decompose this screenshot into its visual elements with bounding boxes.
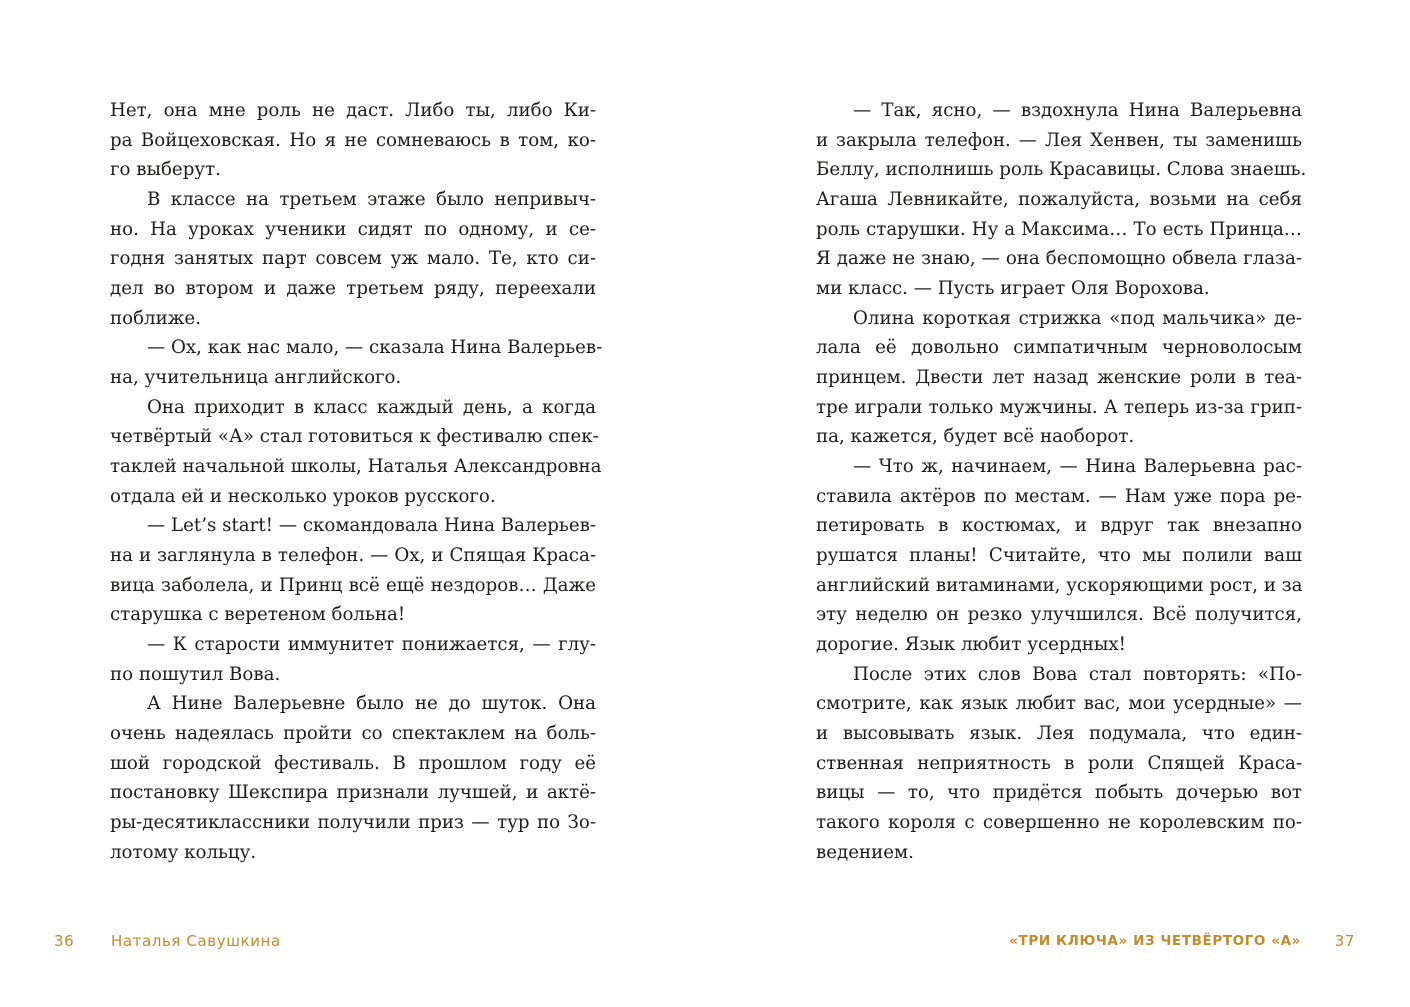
text-line: на и заглянула в телефон. — Ох, и Спящая Краса- [110,545,596,567]
text-line: но. На уроках ученики сидят по одному, и се- [110,218,596,240]
left-page-number: 36 [54,932,75,950]
text-line: — Так, ясно, — вздохнула Нина Валерьевна [853,100,1302,121]
text-line: лотому кольцу. [110,841,257,863]
text-line: Беллу, исполнишь роль Красавицы. Слова знаешь. [816,159,1307,181]
text-line: эту неделю он резко улучшился. Всё получится, [816,604,1302,626]
text-line: — Let’s start! — скомандовала Нина Валерьев- [147,515,596,537]
text-line: — Что ж, начинаем, — Нина Валерьевна рас- [853,456,1302,478]
text-line: шой городской фестиваль. В прошлом году её [110,752,596,774]
paragraph [110,630,596,689]
text-line: роль старушки. Ну а Максима… То есть Принца… [816,218,1302,240]
text-line: и высовывать язык. Лея подумала, что един- [816,723,1302,745]
text-line: — Ох, как нас мало, — сказала Нина Валерьев- [147,337,603,359]
paragraph [816,96,1307,304]
text-line: Она приходит в класс каждый день, а когда [147,396,596,418]
paragraph [110,96,596,185]
text-line: тре играли только мужчины. А теперь из-за грип- [816,396,1302,418]
text-line: па, кажется, будет всё наоборот. [816,426,1135,448]
text-line: ра Войцеховская. Но я не сомневаюсь в том, ко- [110,129,596,151]
text-line: лала её довольно симпатичным черноволосым [816,337,1302,359]
text-line: В классе на третьем этаже было непривыч- [147,189,596,211]
text-line: вицы — то, что придётся побыть дочерью вот [816,782,1302,804]
text-line: четвёртый «А» стал готовиться к фестивалю спек- [110,426,599,448]
text-line: по пошутил Вова. [110,663,281,685]
right-page-body [816,96,1307,867]
text-line: — К старости иммунитет понижается, — глу- [147,634,596,656]
text-line: вица заболела, и Принц всё ещё нездоров… Даже [110,574,596,596]
text-line: постановку Шекспира признали лучшей, и актё- [110,782,596,804]
paragraph [816,304,1302,452]
text-line: Я даже не знаю, — она беспомощно обвела глаза- [816,248,1302,270]
text-line: Олина короткая стрижка «под мальчика» де- [853,307,1302,329]
text-line: и закрыла телефон. — Лея Хенвен, ты заменишь [816,129,1302,151]
left-running-head: Наталья Савушкина [111,932,281,950]
text-line: ры-десятиклассники получили приз — тур по Зо- [110,812,596,834]
paragraph [110,333,603,392]
text-line: таклей начальной школы, Наталья Александровна [110,456,602,478]
text-line: поближе. [110,307,201,329]
text-line: петировать в костюмах, и вдруг так внезапно [816,515,1302,537]
text-line: го выберут. [110,159,221,181]
paragraph [110,689,596,867]
text-line: ставила актёров по местам. — Нам уже пора ре- [816,485,1302,507]
text-line: годня занятых парт совсем уж мало. Те, кто си- [110,248,596,270]
paragraph [816,452,1302,660]
right-running-head: «ТРИ КЛЮЧА» ИЗ ЧЕТВЁРТОГО «А» [1009,933,1301,949]
paragraph [816,660,1302,868]
text-line: на, учительница английского. [110,367,402,389]
text-line: ственная неприятность в роли Спящей Краса- [816,752,1302,774]
left-page-body [110,96,603,867]
paragraph [110,511,596,630]
text-line: рушатся планы! Считайте, что мы полили ваш [816,545,1302,567]
text-line: английский витаминами, ускоряющими рост, и за [816,574,1303,596]
text-line: дорогие. Язык любит усердных! [816,634,1126,656]
text-line: старушка с веретеном больна! [110,604,406,626]
text-line: очень надеялась пройти со спектаклем на боль- [110,723,596,745]
paragraph [110,185,596,333]
text-line: Агаша Левникайте, пожалуйста, возьми на себя [816,189,1302,211]
text-line: дел во втором и даже третьем ряду, переехали [110,278,596,300]
text-line: такого короля с совершенно не королевским по- [816,812,1302,834]
text-line: отдала ей и несколько уроков русского. [110,485,496,507]
paragraph [110,393,602,512]
text-line: ведением. [816,841,914,863]
text-line: После этих слов Вова стал повторять: «По- [853,663,1302,685]
text-line: принцем. Двести лет назад женские роли в теа- [816,367,1302,389]
text-line: смотрите, как язык любит вас, мои усердные» — [816,693,1302,715]
right-page-number: 37 [1334,932,1355,950]
text-line: Нет, она мне роль не даст. Либо ты, либо Ки- [110,100,596,121]
text-line: А Нине Валерьевне было не до шуток. Она [147,693,596,715]
text-line: ми класс. — Пусть играет Оля Ворохова. [816,278,1210,300]
